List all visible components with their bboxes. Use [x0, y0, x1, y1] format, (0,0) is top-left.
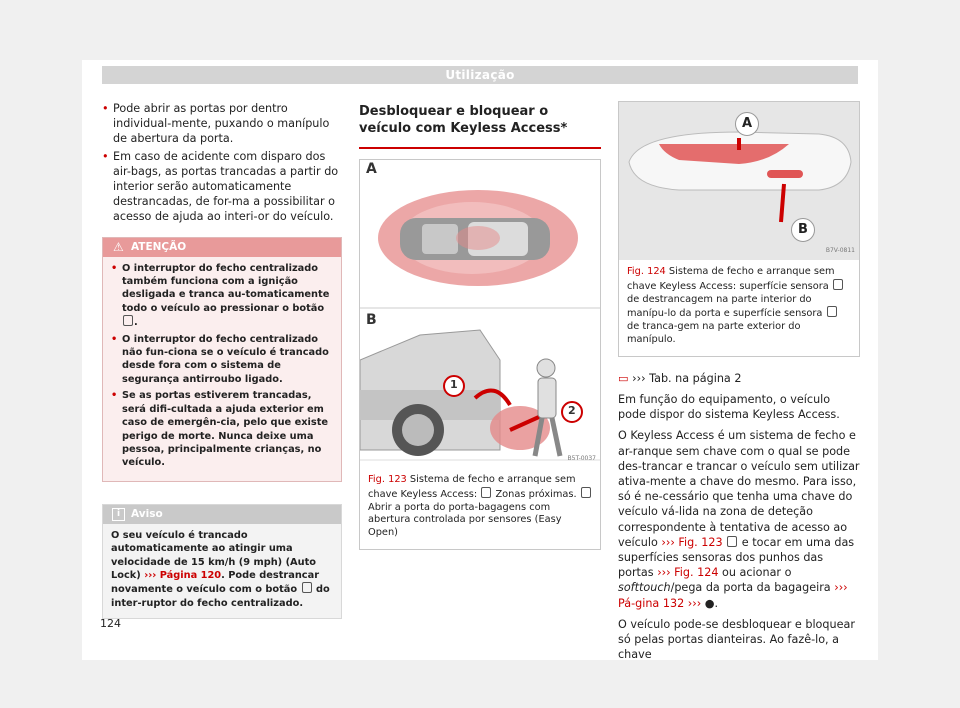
folder-icon: ▭ [618, 371, 629, 385]
paragraph: O Keyless Access é um sistema de fecho e ar-ranque sem chave com o qual se pode des-trancar e trancar o veículo sem utilizar ativa-mente a chave do mesmo. Para isso, só é ne-cessário que tenha uma chave do veículo vá-lida na zona de deteção correspondente à tentativa de acesso ao veículo ››› Fig. 123 e tocar em uma das superfícies sensoras dos punhos das portas ››› Fig. 124 ou acionar o softtouch/pega da porta da bagageira ››› Pá-gina 132 ››› ●. [618, 429, 860, 610]
callout-2: 2 [568, 404, 576, 417]
lock-button-icon [123, 315, 133, 326]
figure-124 [618, 101, 860, 357]
table-reference: ▭ ››› Tab. na página 2 [618, 371, 742, 385]
fig-link[interactable]: ››› Fig. 123 [661, 535, 723, 549]
unlock-button-icon [302, 582, 312, 593]
column-right [618, 101, 860, 668]
warning-item: • O interruptor do fecho centralizado não fun-ciona se o veículo é trancado desde fora com o sistema de segurança antirroubo ligado. [111, 333, 333, 387]
page-number: 124 [100, 617, 121, 630]
column-left [102, 101, 342, 619]
warning-box [102, 237, 342, 482]
warning-dot-icon: ● [704, 596, 715, 610]
figure-123-caption: Fig. 123 Sistema de fecho e arranque sem chave Keyless Access: Zonas próximas. Abrir a porta do porta-bagagens com abertura controlada por sensores (Easy Open) [360, 468, 600, 549]
key-b-icon [827, 306, 837, 317]
figure-label-a: A [366, 161, 377, 177]
figure-123 [359, 159, 601, 550]
warning-item: • O interruptor do fecho centralizado também funciona com a ignição desligada e tranca au-tomaticamente todo o veículo ao pressionar o botão . [111, 262, 333, 330]
note-box [102, 504, 342, 619]
warning-item: • Se as portas estiverem trancadas, será difi-cultada a ajuda exterior em caso de emergên-cia, pelo que existe perigo de morte. Nunca deixe uma pessoa, principalmente crianças, no veículo. [111, 389, 333, 469]
callout-1: 1 [450, 378, 458, 391]
paragraph: Em função do equipamento, o veículo pode dispor do sistema Keyless Access. [618, 392, 840, 422]
note-body: O seu veículo é trancado automaticamente ao atingir uma velocidade de 15 km/h (9 mph) (Auto Lock) ››› Página 120. Pode destrancar novamente o veículo com o botão do inter-ruptor do fecho centralizado. [111, 529, 330, 609]
warning-title: ATENÇÃO [131, 240, 187, 253]
info-icon: i [112, 508, 125, 521]
fig-link[interactable]: ››› Fig. 124 [657, 566, 719, 580]
page-header: Utilização [102, 66, 858, 84]
key-a-icon [727, 536, 737, 547]
figure-123-image [360, 160, 600, 468]
paragraph: O veículo pode-se desbloquear e bloquear só pelas portas dianteiras. Ao fazê-lo, a chave [618, 617, 855, 662]
warning-body [103, 257, 341, 481]
arrow-marker: ››› [144, 569, 157, 581]
note-title: Aviso [131, 507, 163, 520]
note-header [103, 505, 341, 524]
callout-b: B [791, 218, 815, 242]
figure-124-caption: Fig. 124 Sistema de fecho e arranque sem chave Keyless Access: superfície sensora de destrancagem na parte interior do manípu-lo da porta e superfície sensora de tranca-gem na parte exterior do manípulo. [619, 260, 859, 356]
key-b-icon [581, 487, 591, 498]
bullet-item: • Pode abrir as portas por dentro individual-mente, puxando o manípulo de abertura da porta. [102, 101, 342, 147]
key-a-icon [481, 487, 491, 498]
column-middle [359, 101, 601, 550]
bullet-item: • Em caso de acidente com disparo dos air-bags, as portas trancadas a partir do interior serão automaticamente destrancadas, de for-ma a possibilitar o acesso de ajuda ao interi-or do veículo. [102, 149, 342, 225]
page-link[interactable]: ››› Pá-gina 132 [618, 581, 848, 610]
car-zones-illustration [360, 160, 600, 468]
key-a-icon [833, 279, 843, 290]
figure-label-b: B [366, 312, 377, 328]
page-link[interactable]: Página 120 [159, 569, 222, 581]
image-code: B5T-0037 [567, 454, 596, 462]
figure-124-image [619, 102, 859, 260]
warning-triangle-icon: ⚠ [113, 239, 124, 254]
callout-a: A [735, 112, 759, 136]
section-heading: Desbloquear e bloquear o veículo com Keyless Access* [359, 101, 601, 149]
warning-header [103, 238, 341, 257]
image-code: B7V-0811 [825, 246, 855, 254]
